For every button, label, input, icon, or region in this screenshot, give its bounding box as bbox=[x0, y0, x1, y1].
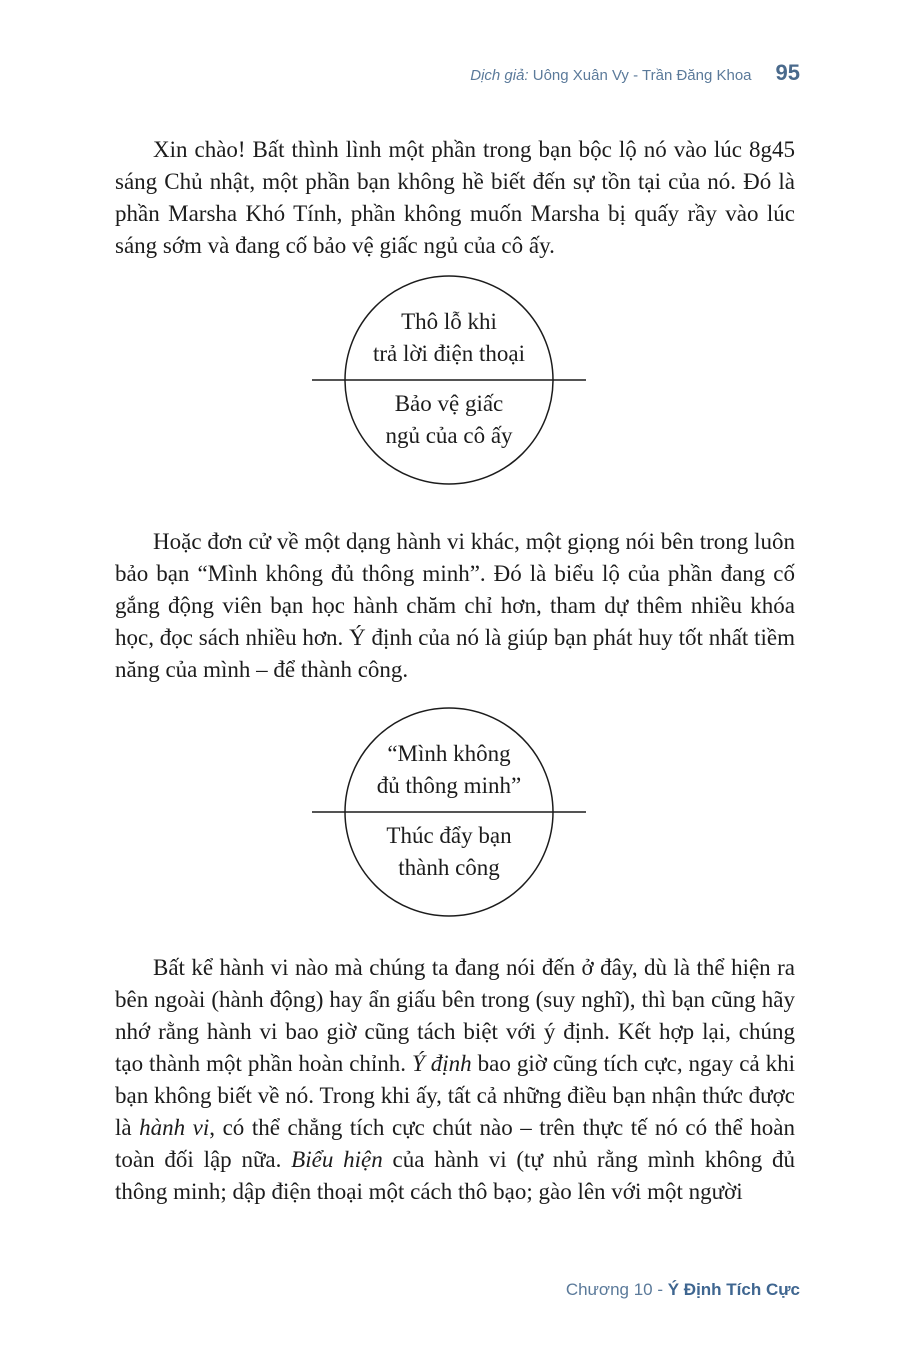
diagram-2-intention-line-2: thành công bbox=[398, 855, 500, 880]
diagram-1-behavior bbox=[352, 306, 546, 370]
chapter-title: Ý Định Tích Cực bbox=[667, 1280, 800, 1299]
paragraph-3-part-d: của hành vi (tự nhủ rằng mình không đủ thông minh; dập điện thoại một cách thô bạo; gào lên với một người bbox=[115, 1147, 795, 1204]
diagram-2-behavior-line-2: đủ thông minh” bbox=[376, 773, 522, 798]
running-footer bbox=[566, 1280, 800, 1300]
behavior-intention-diagram-1 bbox=[312, 274, 586, 486]
diagram-1-intention-line-2: ngủ của cô ấy bbox=[385, 423, 513, 448]
diagram-2-intention bbox=[352, 820, 546, 884]
diagram-1-intention-line-1: Bảo vệ giấc bbox=[394, 391, 504, 416]
behavior-intention-diagram-2 bbox=[312, 706, 586, 918]
translator-label: Dịch giả: bbox=[470, 67, 529, 84]
emphasis-behavior: hành vi bbox=[139, 1115, 210, 1140]
paragraph-3-part-c: , có thể chẳng tích cực chút nào – trên thực tế nó có thể hoàn toàn đối lập nữa. bbox=[115, 1115, 795, 1172]
running-header bbox=[470, 60, 800, 90]
paragraph-3 bbox=[115, 952, 795, 1208]
diagram-1-behavior-line-1: Thô lỗ khi bbox=[401, 309, 497, 334]
paragraph-1-text: Xin chào! Bất thình lình một phần trong bạn bộc lộ nó vào lúc 8g45 sáng Chủ nhật, một phần bạn không hề biết đến sự tồn tại của nó. Đó là phần Marsha Khó Tính, phần không muốn Marsha bị quấy rầy vào lúc sáng sớm và đang cố bảo vệ giấc ngủ của cô ấy. bbox=[115, 137, 795, 258]
emphasis-manifestation: Biểu hiện bbox=[291, 1147, 383, 1172]
paragraph-2-text: Hoặc đơn cử về một dạng hành vi khác, một giọng nói bên trong luôn bảo bạn “Mình không đủ thông minh”. Đó là biểu lộ của phần đang cố gắng động viên bạn học hành chăm chỉ hơn, tham dự thêm nhiều khóa học, đọc sách nhiều hơn. Ý định của nó là giúp bạn phát huy tốt nhất tiềm năng của mình – để thành công. bbox=[115, 529, 795, 682]
diagram-1-intention bbox=[352, 388, 546, 452]
emphasis-intention: Ý định bbox=[412, 1051, 472, 1076]
chapter-label: Chương 10 - bbox=[565, 1280, 668, 1299]
paragraph-3-text bbox=[115, 952, 795, 1208]
diagram-2-behavior bbox=[352, 738, 546, 802]
page-number: 95 bbox=[775, 60, 800, 85]
paragraph-3-part-b: bao giờ cũng tích cực, ngay cả khi bạn không biết về nó. Trong khi ấy, tất cả những điều bạn nhận thức được là bbox=[115, 1051, 796, 1140]
paragraph-3-part-a: Bất kể hành vi nào mà chúng ta đang nói đến ở đây, dù là thể hiện ra bên ngoài (hành động) hay ẩn giấu bên trong (suy nghĩ), thì bạn cũng hãy nhớ rằng hành vi bao giờ cũng tách biệt với ý định. Kết hợp lại, chúng tạo thành một phần hoàn chỉnh. bbox=[115, 955, 795, 1076]
diagram-1-behavior-line-2: trả lời điện thoại bbox=[372, 341, 526, 366]
translator-names: Uông Xuân Vy - Trần Đăng Khoa bbox=[528, 67, 752, 84]
diagram-2-intention-line-1: Thúc đẩy bạn bbox=[386, 823, 512, 848]
paragraph-1 bbox=[115, 134, 795, 262]
paragraph-2 bbox=[115, 526, 795, 686]
diagram-2-behavior-line-1: “Mình không bbox=[387, 741, 511, 766]
